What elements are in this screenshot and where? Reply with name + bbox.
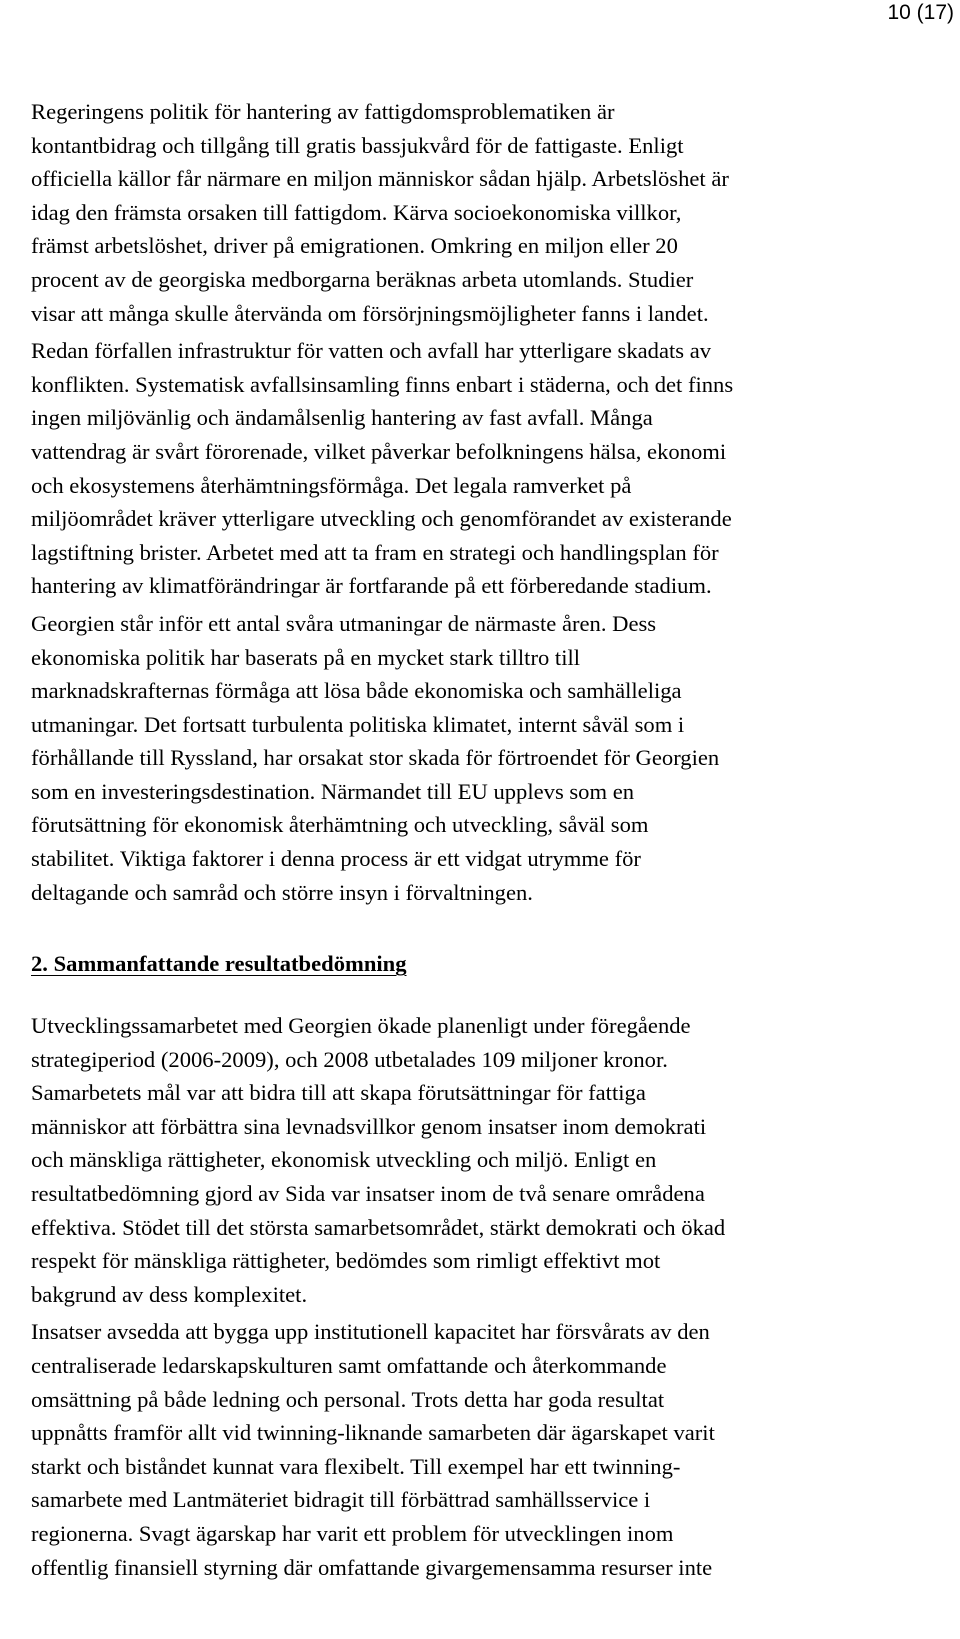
text-line: Insatser avsedda att bygga upp institutionell kapacitet har försvårats av den	[31, 1319, 710, 1345]
text-line: uppnåtts framför allt vid twinning-liknande samarbeten där ägarskapet varit	[31, 1420, 715, 1446]
text-line: deltagande och samråd och större insyn i förvaltningen.	[31, 879, 533, 905]
text-line: starkt och biståndet kunnat vara flexibelt. Till exempel har ett twinning-	[31, 1453, 681, 1479]
section-heading: 2. Sammanfattande resultatbedömning	[31, 951, 407, 976]
text-line: Georgien står inför ett antal svåra utmaningar de närmaste åren. Dess	[31, 610, 657, 636]
text-line: marknadskrafternas förmåga att lösa både ekonomiska och samhälleliga	[31, 678, 682, 704]
text-line: förutsättning för ekonomisk återhämtning och utveckling, såväl som	[31, 812, 649, 838]
text-line: vattendrag är svårt förorenade, vilket påverkar befolkningens hälsa, ekonomi	[31, 438, 727, 464]
text-line: officiella källor får närmare en miljon människor sådan hjälp. Arbetslöshet är	[31, 166, 729, 192]
text-line: visar att många skulle återvända om försörjningsmöjligheter fanns i landet.	[31, 300, 709, 326]
text-line: stabilitet. Viktiga faktorer i denna process är ett vidgat utrymme för	[31, 846, 641, 872]
text-line: offentlig finansiell styrning där omfattande givargemensamma resurser inte	[31, 1554, 713, 1580]
text-line: och ekosystemens återhämtningsförmåga. Det legala ramverket på	[31, 472, 632, 498]
text-line: idag den främsta orsaken till fattigdom. Kärva socioekonomiska villkor,	[31, 199, 682, 225]
text-line: som en investeringsdestination. Närmandet till EU upplevs som en	[31, 778, 635, 804]
page-number: 10 (17)	[887, 1, 954, 24]
paragraph-results	[31, 1009, 931, 1311]
text-line: Utvecklingssamarbetet med Georgien ökade planenligt under föregående	[31, 1013, 691, 1038]
text-line: människor att förbättra sina levnadsvillkor genom insatser inom demokrati	[31, 1113, 707, 1139]
section-1	[31, 95, 931, 909]
paragraph-capacity	[31, 1315, 931, 1584]
document-body	[31, 95, 931, 1580]
text-line: konflikten. Systematisk avfallsinsamling finns enbart i städerna, och det finns	[31, 371, 734, 397]
section-2	[31, 1009, 931, 1584]
text-line: omsättning på både ledning och personal. Trots detta har goda resultat	[31, 1386, 665, 1412]
text-line: Samarbetets mål var att bidra till att skapa förutsättningar för fattiga	[31, 1080, 646, 1106]
text-line: centraliserade ledarskapskulturen samt omfattande och återkommande	[31, 1352, 667, 1378]
text-line: strategiperiod (2006-2009), och 2008 utbetalades 109 miljoner kronor.	[31, 1046, 668, 1072]
paragraph-infrastructure	[31, 334, 931, 603]
text-line: förhållande till Ryssland, har orsakat stor skada för förtroendet för Georgien	[31, 745, 720, 771]
text-line: resultatbedömning gjord av Sida var insatser inom de två senare områdena	[31, 1180, 705, 1206]
text-line: utmaningar. Det fortsatt turbulenta politiska klimatet, internt såväl som i	[31, 711, 685, 737]
text-line: ekonomiska politik har baserats på en mycket stark tilltro till	[31, 644, 581, 670]
text-line: och mänskliga rättigheter, ekonomisk utveckling och miljö. Enligt en	[31, 1147, 657, 1173]
text-line: kontantbidrag och tillgång till gratis bassjukvård för de fattigaste. Enligt	[31, 132, 684, 158]
text-line: ingen miljövänlig och ändamålsenlig hantering av fast avfall. Många	[31, 405, 653, 431]
text-line: bakgrund av dess komplexitet.	[31, 1281, 308, 1307]
text-line: Redan förfallen infrastruktur för vatten och avfall har ytterligare skadats av	[31, 338, 712, 364]
text-line: regionerna. Svagt ägarskap har varit ett problem för utvecklingen inom	[31, 1520, 674, 1546]
text-line: procent av de georgiska medborgarna beräknas arbeta utomlands. Studier	[31, 266, 694, 292]
text-line: miljöområdet kräver ytterligare utveckling och genomförandet av existerande	[31, 506, 732, 532]
paragraph-challenges	[31, 607, 931, 909]
text-line: Regeringens politik för hantering av fattigdomsproblematiken är	[31, 99, 615, 124]
text-line: effektiva. Stödet till det största samarbetsområdet, stärkt demokrati och ökad	[31, 1214, 726, 1240]
text-line: främst arbetslöshet, driver på emigrationen. Omkring en miljon eller 20	[31, 233, 678, 259]
text-line: hantering av klimatförändringar är fortfarande på ett förberedande stadium.	[31, 573, 712, 599]
text-line: lagstiftning brister. Arbetet med att ta fram en strategi och handlingsplan för	[31, 539, 719, 565]
text-line: samarbete med Lantmäteriet bidragit till förbättrad samhällsservice i	[31, 1487, 651, 1513]
paragraph-poverty	[31, 95, 931, 330]
text-line: respekt för mänskliga rättigheter, bedömdes som rimligt effektivt mot	[31, 1248, 661, 1274]
